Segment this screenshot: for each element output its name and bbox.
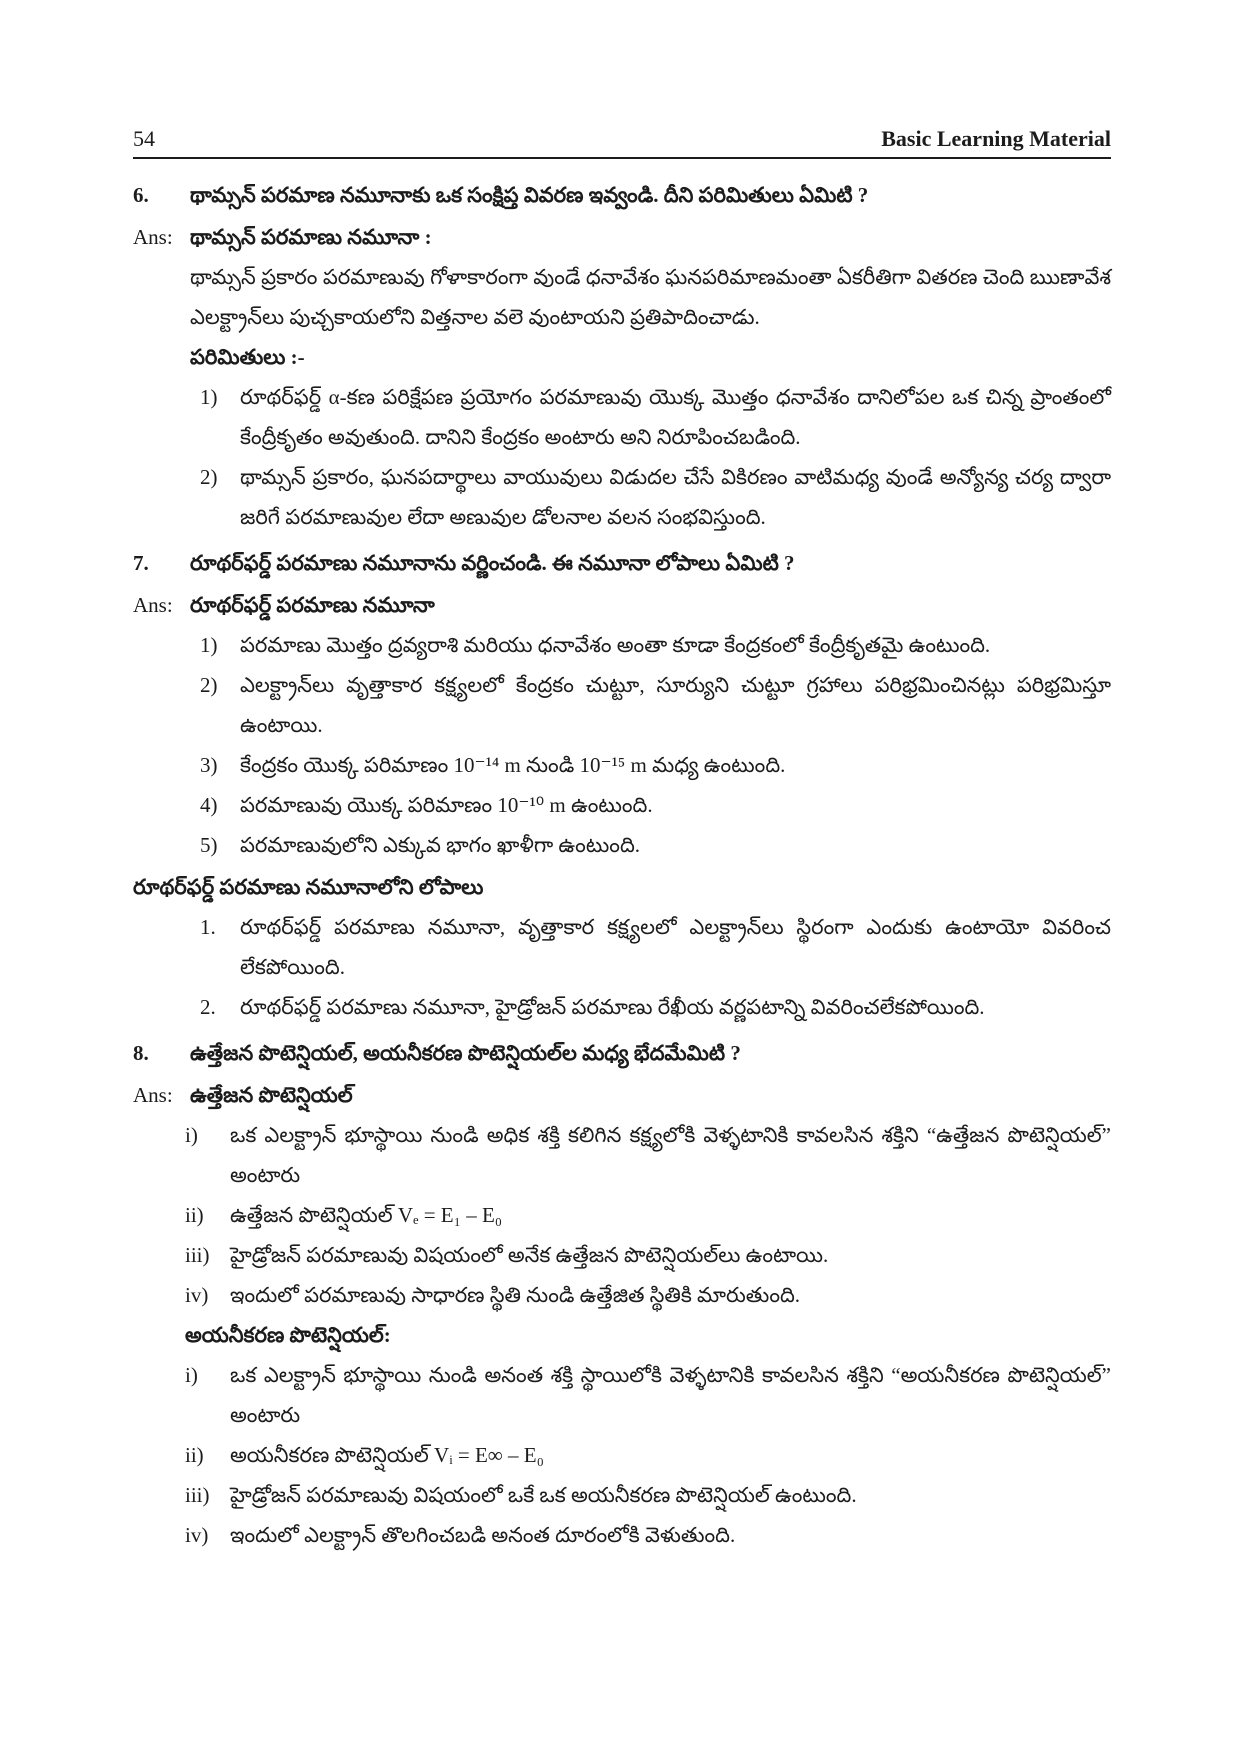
list-item xyxy=(133,987,1111,1027)
list-marker: ii) xyxy=(185,1443,204,1467)
list-item xyxy=(133,1475,1111,1515)
list-item-text: ఎలక్ట్రాన్‌లు వృత్తాకార కక్ష్యలలో కేంద్రకం చుట్టూ, సూర్యుని చుట్టూ గ్రహాలు పరిభ్రమించినట్లు పరిభ్రమిస్తూ ఉంటాయి. xyxy=(240,673,1111,737)
list-marker: 2. xyxy=(200,995,216,1019)
list-marker: 1) xyxy=(200,385,218,409)
question-8-row xyxy=(133,1033,1111,1073)
ionization-heading: అయనీకరణ పొటెన్షియల్: xyxy=(185,1323,391,1347)
list-marker: 1. xyxy=(200,915,216,939)
answer-6-row xyxy=(133,217,1111,257)
list-item xyxy=(133,1235,1111,1275)
list-item xyxy=(133,625,1111,665)
list-item-text: రూథర్‌ఫర్డ్ పరమాణు నమూనా, వృత్తాకార కక్ష్యలలో ఎలక్ట్రాన్‌లు స్థిరంగా ఎందుకు ఉంటాయో వివరించ లేకపోయింది. xyxy=(240,915,1111,979)
excitation-potential-formula: ఉత్తేజన పొటెన్షియల్ Vₑ = E₁ – E₀ xyxy=(230,1203,503,1227)
list-item xyxy=(133,1115,1111,1195)
list-item-text: పరమాణువులోని ఎక్కువ భాగం ఖాళీగా ఉంటుంది. xyxy=(240,833,641,857)
list-item xyxy=(133,665,1111,745)
list-item-text: హైడ్రోజన్ పరమాణువు విషయంలో అనేక ఉత్తేజన పొటెన్షియల్‌లు ఉంటాయి. xyxy=(230,1243,829,1267)
list-item xyxy=(133,1515,1111,1555)
question-6-number: 6. xyxy=(133,183,149,207)
list-item-text: రూథర్‌ఫర్డ్ α-కణ పరిక్షేపణ ప్రయోగం పరమాణువు యొక్క మొత్తం ధనావేశం దానిలోపల ఒక చిన్న ప్రాంతంలో కేంద్రీకృతం అవుతుంది. దానిని కేంద్రకం అంటారు అని నిరూపించబడింది. xyxy=(240,385,1111,449)
answer-6-paragraph: థామ్సన్ ప్రకారం పరమాణువు గోళాకారంగా వుండే ధనావేశం ఘనపరిమాణమంతా ఏకరీతిగా వితరణ చెంది ఋణావేశ ఎలక్ట్రాన్‌లు పుచ్చకాయలోని విత్తనాల వలె వుంటాయని ప్రతిపాదించాడు. xyxy=(190,265,1111,329)
question-7-row xyxy=(133,543,1111,583)
question-8-number: 8. xyxy=(133,1041,149,1065)
list-item-text: కేంద్రకం యొక్క పరిమాణం 10⁻¹⁴ m నుండి 10⁻¹⁵ m మధ్య ఉంటుంది. xyxy=(240,753,786,777)
list-item xyxy=(133,377,1111,457)
list-item-text: ఇందులో ఎలక్ట్రాన్ తొలగించబడి అనంత దూరంలోకి వెళుతుంది. xyxy=(230,1523,736,1547)
defects-heading: రూథర్‌ఫర్డ్ పరమాణు నమూనాలోని లోపాలు xyxy=(133,875,484,899)
ionization-potential-formula: అయనీకరణ పొటెన్షియల్ Vᵢ = E∞ – E₀ xyxy=(230,1443,544,1467)
header-title: Basic Learning Material xyxy=(881,126,1111,151)
list-item xyxy=(133,907,1111,987)
answer-7-title: రూథర్‌ఫర్డ్ పరమాణు నమూనా xyxy=(190,593,435,617)
list-item xyxy=(133,1435,1111,1475)
list-marker: iii) xyxy=(185,1243,210,1267)
list-marker: iv) xyxy=(185,1523,209,1547)
list-marker: i) xyxy=(185,1363,198,1387)
answer-7-row xyxy=(133,585,1111,625)
list-item-text: ఇందులో పరమాణువు సాధారణ స్థితి నుండి ఉత్తేజిత స్థితికి మారుతుంది. xyxy=(230,1283,801,1307)
list-item xyxy=(133,1355,1111,1435)
list-item xyxy=(133,1275,1111,1315)
list-item xyxy=(133,1195,1111,1235)
list-marker: iii) xyxy=(185,1483,210,1507)
list-item xyxy=(133,825,1111,865)
list-marker: 3) xyxy=(200,753,218,777)
list-marker: i) xyxy=(185,1123,198,1147)
list-item-text: పరమాణువు యొక్క పరిమాణం 10⁻¹⁰ m ఉంటుంది. xyxy=(240,793,653,817)
question-6-text: థామ్సన్ పరమాణ నమూనాకు ఒక సంక్షిప్త వివరణ ఇవ్వండి. దీని పరిమితులు ఏమిటి ? xyxy=(190,183,869,207)
question-6-row xyxy=(133,175,1111,215)
list-marker: ii) xyxy=(185,1203,204,1227)
answer-8-title: ఉత్తేజన పొటెన్షియల్ xyxy=(190,1083,353,1107)
question-8-text: ఉత్తేజన పొటెన్షియల్, అయనీకరణ పొటెన్షియల్‌ల మధ్య భేదమేమిటి ? xyxy=(190,1041,741,1065)
answer-label: Ans: xyxy=(133,225,173,249)
list-item-text: హైడ్రోజన్ పరమాణువు విషయంలో ఒకే ఒక అయనీకరణ పొటెన్షియల్ ఉంటుంది. xyxy=(230,1483,857,1507)
list-item-text: రూథర్‌ఫర్డ్ పరమాణు నమూనా, హైడ్రోజన్ పరమాణు రేఖీయ వర్ణపటాన్ని వివరించలేకపోయింది. xyxy=(240,995,985,1019)
limitations-heading: పరిమితులు :- xyxy=(190,345,305,369)
list-item xyxy=(133,745,1111,785)
list-marker: 2) xyxy=(200,465,218,489)
answer-label: Ans: xyxy=(133,593,173,617)
question-7-text: రూథర్‌ఫర్డ్ పరమాణు నమూనాను వర్ణించండి. ఈ నమూనా లోపాలు ఏమిటి ? xyxy=(190,551,795,575)
list-marker: 1) xyxy=(200,633,218,657)
list-item-text: ఒక ఎలక్ట్రాన్ భూస్థాయి నుండి అధిక శక్తి కలిగిన కక్ష్యలోకి వెళ్ళటానికి కావలసిన శక్తిని “ఉత్తేజన పొటెన్షియల్” అంటారు xyxy=(230,1123,1111,1187)
answer-6-title: థామ్సన్ పరమాణు నమూనా : xyxy=(190,225,432,249)
list-marker: 4) xyxy=(200,793,218,817)
answer-8-row xyxy=(133,1075,1111,1115)
list-item-text: పరమాణు మొత్తం ద్రవ్యరాశి మరియు ధనావేశం అంతా కూడా కేంద్రకంలో కేంద్రీకృతమై ఉంటుంది. xyxy=(240,633,991,657)
list-marker: 2) xyxy=(200,673,218,697)
page-header xyxy=(133,126,1111,159)
list-marker: 5) xyxy=(200,833,218,857)
question-7-number: 7. xyxy=(133,551,149,575)
list-item-text: థామ్సన్ ప్రకారం, ఘనపదార్థాలు వాయువులు విడుదల చేసే వికిరణం వాటిమధ్య వుండే అన్యోన్య చర్య ద్వారా జరిగే పరమాణువుల లేదా అణువుల డోలనాల వలన సంభవిస్తుంది. xyxy=(240,465,1111,529)
list-item xyxy=(133,457,1111,537)
page-number: 54 xyxy=(133,126,155,151)
list-item-text: ఒక ఎలక్ట్రాన్ భూస్థాయి నుండి అనంత శక్తి స్థాయిలోకి వెళ్ళటానికి కావలసిన శక్తిని “అయనీకరణ పొటెన్షియల్” అంటారు xyxy=(230,1363,1111,1427)
list-marker: iv) xyxy=(185,1283,209,1307)
answer-label: Ans: xyxy=(133,1083,173,1107)
list-item xyxy=(133,785,1111,825)
